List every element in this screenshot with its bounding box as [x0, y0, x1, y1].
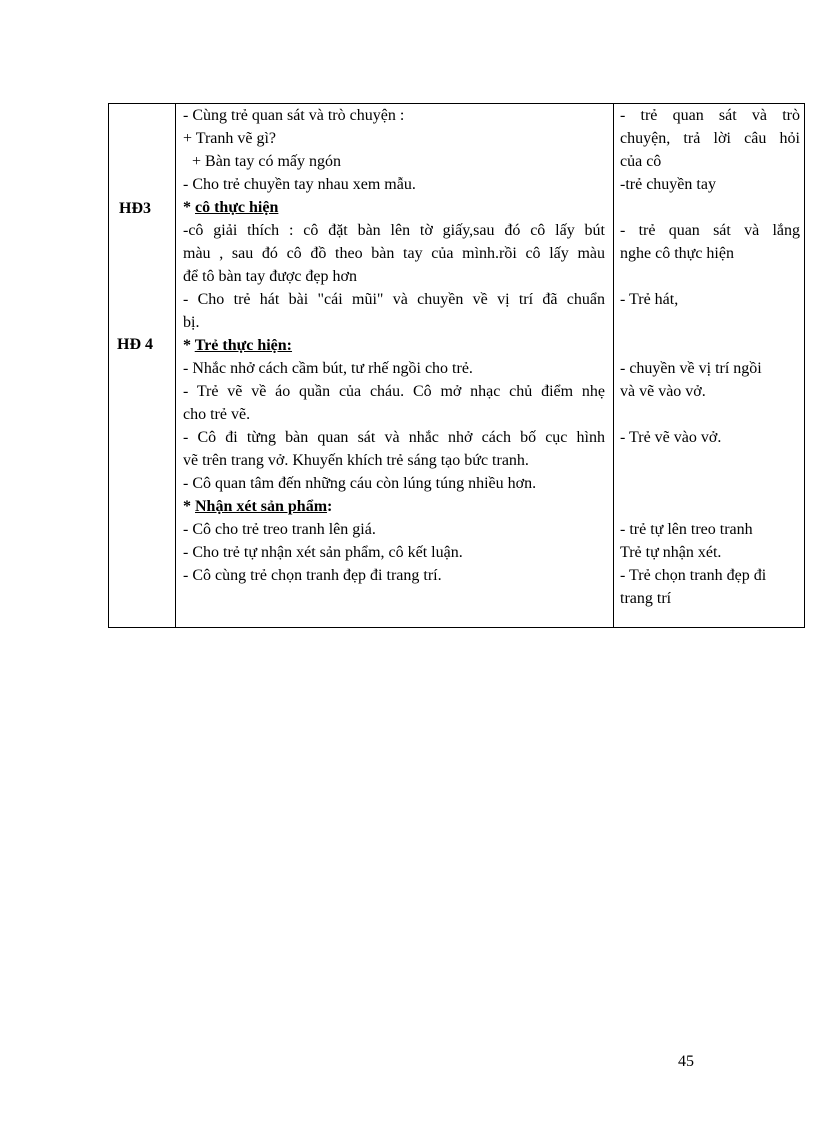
child-activity-line: -trẻ chuyền tay: [620, 176, 716, 193]
teacher-activity-line: vẽ trên trang vở. Khuyến khích trẻ sáng tạo bức tranh.: [183, 452, 529, 469]
child-activity-line: của cô: [620, 153, 662, 170]
column-divider: [613, 104, 614, 627]
teacher-activity-line: + Tranh vẽ gì?: [183, 130, 277, 147]
section-heading-co-thuc-hien: * cô thực hiện: [183, 199, 279, 216]
section-heading-tre-thuc-hien: * Trẻ thực hiện:: [183, 337, 293, 354]
teacher-activity-line: màu , sau đó cô đồ theo bàn tay của mình.rồi cô lấy màu: [183, 245, 605, 262]
page-number: 45: [678, 1053, 694, 1070]
teacher-activity-line: - Cho trẻ chuyền tay nhau xem mẫu.: [183, 176, 416, 193]
teacher-activity-line: + Bàn tay có mấy ngón: [192, 153, 341, 170]
teacher-activity-line: - Cô đi từng bàn quan sát và nhắc nhở cách bố cục hình: [183, 429, 605, 446]
teacher-activity-line: - Cho trẻ tự nhận xét sản phẩm, cô kết luận.: [183, 544, 463, 561]
child-activity-line: và vẽ vào vở.: [620, 383, 706, 400]
teacher-activity-line: - Trẻ vẽ về áo quần của cháu. Cô mở nhạc chủ điểm nhẹ: [183, 383, 605, 400]
activity-label-hd4: HĐ 4: [117, 336, 153, 353]
teacher-activity-line: - Cô quan tâm đến những cáu còn lúng túng nhiều hơn.: [183, 475, 537, 492]
activity-table: [108, 103, 805, 628]
column-divider: [175, 104, 176, 627]
teacher-activity-line: -cô giải thích : cô đặt bàn lên tờ giấy,sau đó cô lấy bút: [183, 222, 605, 239]
section-heading-nhan-xet: * Nhận xét sản phẩm:: [183, 498, 333, 515]
child-activity-line: - Trẻ vẽ vào vở.: [620, 429, 722, 446]
child-activity-line: - Trẻ hát,: [620, 291, 679, 308]
teacher-activity-line: - Cho trẻ hát bài "cái mũi" và chuyền về vị trí đã chuẩn: [183, 291, 605, 308]
activity-label-hd3: HĐ3: [119, 200, 151, 217]
child-activity-line: - trẻ quan sát và trò: [620, 107, 800, 124]
child-activity-line: trang trí: [620, 590, 672, 607]
child-activity-line: - trẻ tự lên treo tranh: [620, 521, 753, 538]
teacher-activity-line: bị.: [183, 314, 200, 331]
teacher-activity-line: - Cô cho trẻ treo tranh lên giá.: [183, 521, 376, 538]
child-activity-line: nghe cô thực hiện: [620, 245, 734, 262]
child-activity-line: - chuyền về vị trí ngồi: [620, 360, 762, 377]
child-activity-line: Trẻ tự nhận xét.: [620, 544, 722, 561]
teacher-activity-line: cho trẻ vẽ.: [183, 406, 251, 423]
child-activity-line: chuyện, trả lời câu hỏi: [620, 130, 800, 147]
teacher-activity-line: để tô bàn tay được đẹp hơn: [183, 268, 357, 285]
child-activity-line: - trẻ quan sát và lắng: [620, 222, 800, 239]
teacher-activity-line: - Cô cùng trẻ chọn tranh đẹp đi trang trí.: [183, 567, 442, 584]
child-activity-line: - Trẻ chọn tranh đẹp đi: [620, 567, 767, 584]
teacher-activity-line: - Nhắc nhở cách cầm bút, tư rhế ngồi cho trẻ.: [183, 360, 473, 377]
teacher-activity-line: - Cùng trẻ quan sát và trò chuyện :: [183, 107, 405, 124]
